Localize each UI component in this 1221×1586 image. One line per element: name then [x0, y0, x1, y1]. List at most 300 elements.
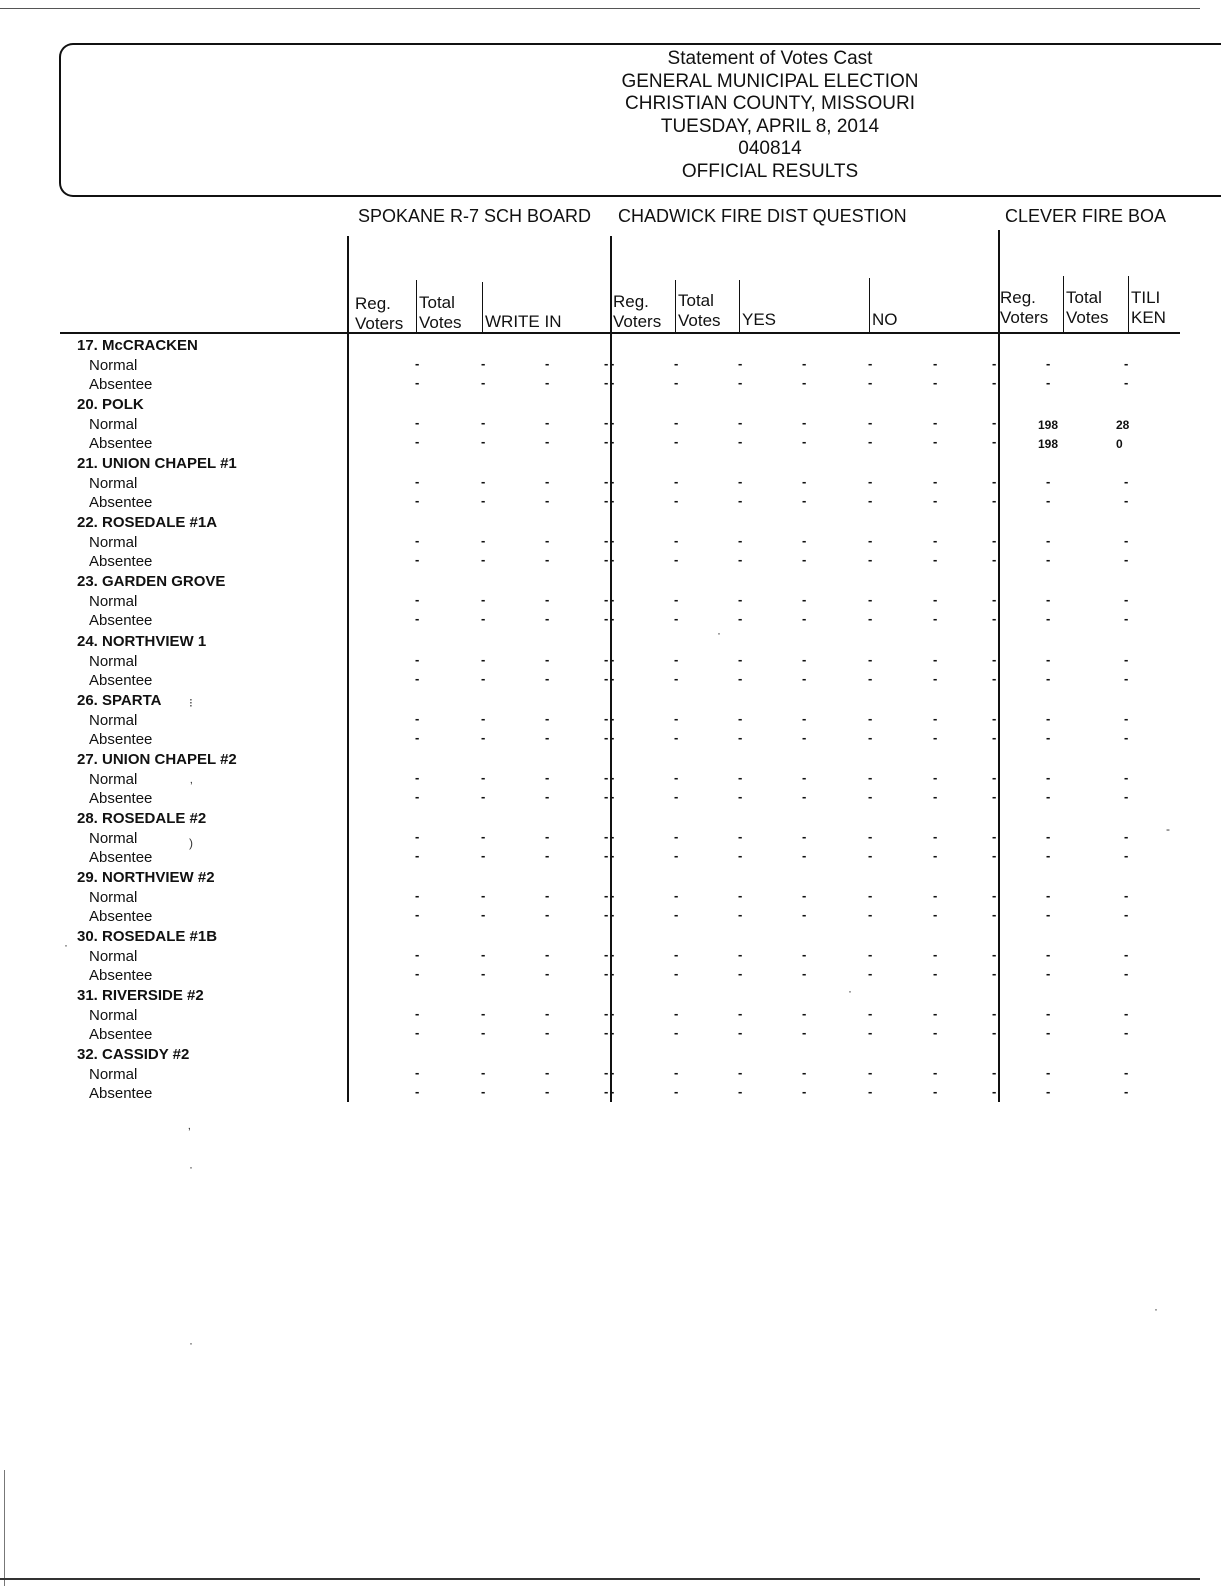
- vote-cell: -: [802, 1025, 807, 1041]
- vote-cell: -: [868, 906, 873, 922]
- vote-cell: -: [738, 611, 743, 627]
- vote-cell: -: [1046, 552, 1051, 568]
- vote-cell: -: [674, 474, 679, 490]
- divider-tick: -: [992, 1065, 997, 1081]
- precinct-name: 29. NORTHVIEW #2: [77, 868, 215, 886]
- vote-cell: -: [802, 552, 807, 568]
- scan-speck: ·: [1154, 1302, 1158, 1316]
- vote-cell: -: [481, 552, 486, 568]
- vote-cell: -: [415, 966, 420, 981]
- vote-cell: -: [738, 788, 743, 804]
- vote-cell: -: [802, 966, 807, 981]
- vote-cell: -: [738, 474, 743, 490]
- vote-cell: -: [1124, 1006, 1129, 1022]
- row-label-absentee: Absentee: [89, 848, 153, 866]
- vote-cell: -: [610, 592, 615, 608]
- vote-cell: -: [1124, 966, 1129, 981]
- divider-tick: -: [992, 651, 997, 667]
- vote-cell: -: [674, 651, 679, 667]
- vote-cell: -: [481, 474, 486, 490]
- row-label-absentee: Absentee: [89, 612, 153, 630]
- row-label-normal: Normal: [89, 534, 138, 552]
- vote-cell: -: [933, 769, 938, 785]
- divider-tick: -: [604, 493, 609, 509]
- vote-cell: -: [868, 1006, 873, 1022]
- vote-cell: -: [1124, 592, 1129, 608]
- scan-speck: -: [1166, 822, 1170, 836]
- vote-cell: -: [674, 1025, 679, 1041]
- vote-cell: -: [674, 887, 679, 903]
- row-label-absentee: Absentee: [89, 730, 153, 748]
- vote-cell: -: [1124, 375, 1129, 390]
- vote-cell: -: [1046, 592, 1051, 608]
- divider-tick: -: [604, 966, 609, 981]
- divider-tick: -: [604, 474, 609, 490]
- vote-cell: -: [610, 966, 615, 981]
- divider-tick: -: [992, 1025, 997, 1041]
- vote-cell: -: [1124, 710, 1129, 726]
- vote-cell: -: [868, 611, 873, 627]
- divider-tick: -: [604, 415, 609, 431]
- vote-cell: -: [415, 847, 420, 863]
- vote-cell: -: [738, 847, 743, 863]
- vote-cell: -: [545, 788, 550, 804]
- vote-cell: -: [545, 474, 550, 490]
- vote-cell: -: [545, 415, 550, 431]
- vote-cell: -: [868, 1084, 873, 1100]
- row-label-normal: Normal: [89, 888, 138, 906]
- divider-tick: -: [604, 947, 609, 962]
- vote-cell: -: [674, 493, 679, 509]
- vote-cell: -: [802, 769, 807, 785]
- vote-cell: -: [415, 670, 420, 686]
- precinct-name: 17. McCRACKEN: [77, 337, 198, 354]
- vote-cell: -: [415, 434, 420, 450]
- divider-tick: -: [992, 533, 997, 549]
- vote-cell: -: [545, 356, 550, 371]
- vote-cell: -: [738, 1006, 743, 1022]
- column-divider: [1063, 276, 1064, 332]
- vote-cell: -: [674, 729, 679, 745]
- vote-cell: -: [738, 1084, 743, 1100]
- row-label-normal: Normal: [89, 829, 138, 847]
- scan-speck: ·: [848, 984, 852, 998]
- vote-cell: -: [481, 769, 486, 785]
- vote-cell: -: [674, 356, 679, 371]
- column-divider: [1128, 276, 1129, 332]
- vote-cell: -: [610, 1006, 615, 1022]
- contest-divider-3: [998, 230, 1000, 1102]
- vote-cell: -: [545, 592, 550, 608]
- vote-cell: -: [610, 415, 615, 431]
- header-line-code: 040814: [738, 138, 802, 159]
- vote-cell: -: [738, 828, 743, 844]
- vote-cell: -: [610, 906, 615, 922]
- vote-cell: -: [545, 493, 550, 509]
- vote-cell: 198: [1038, 418, 1059, 433]
- vote-cell: -: [610, 533, 615, 549]
- vote-cell: -: [415, 1084, 420, 1100]
- vote-cell: -: [868, 1065, 873, 1081]
- divider-tick: -: [992, 552, 997, 568]
- vote-cell: -: [610, 356, 615, 371]
- divider-tick: -: [992, 415, 997, 431]
- vote-cell: -: [1124, 670, 1129, 686]
- vote-cell: -: [415, 1065, 420, 1081]
- vote-cell: -: [933, 947, 938, 962]
- divider-tick: -: [604, 710, 609, 726]
- vote-cell: -: [933, 474, 938, 490]
- vote-cell: -: [481, 670, 486, 686]
- vote-cell: -: [1046, 356, 1051, 371]
- vote-cell: -: [481, 651, 486, 667]
- scan-edge-bottom: [0, 1578, 1200, 1580]
- column-header-rule: [60, 332, 1180, 334]
- divider-tick: -: [992, 966, 997, 981]
- vote-cell: -: [610, 651, 615, 667]
- vote-cell: -: [1046, 847, 1051, 863]
- divider-tick: -: [992, 493, 997, 509]
- vote-cell: -: [738, 533, 743, 549]
- divider-tick: -: [992, 1084, 997, 1100]
- divider-tick: -: [992, 788, 997, 804]
- vote-cell: -: [1046, 906, 1051, 922]
- divider-tick: -: [604, 1025, 609, 1041]
- divider-tick: -: [604, 729, 609, 745]
- vote-cell: -: [868, 710, 873, 726]
- vote-cell: -: [738, 947, 743, 962]
- vote-cell: -: [1046, 670, 1051, 686]
- vote-cell: -: [481, 966, 486, 981]
- divider-tick: -: [604, 906, 609, 922]
- scan-speck: ): [189, 836, 193, 850]
- divider-tick: -: [604, 788, 609, 804]
- column-header-no: NO: [872, 310, 898, 329]
- vote-cell: -: [933, 1084, 938, 1100]
- vote-cell: -: [933, 611, 938, 627]
- vote-cell: -: [933, 670, 938, 686]
- vote-cell: -: [1124, 947, 1129, 962]
- vote-cell: -: [545, 434, 550, 450]
- vote-cell: -: [674, 966, 679, 981]
- row-label-absentee: Absentee: [89, 435, 153, 453]
- vote-cell: -: [933, 375, 938, 390]
- vote-cell: -: [481, 828, 486, 844]
- vote-cell: -: [481, 947, 486, 962]
- vote-cell: -: [545, 670, 550, 686]
- vote-cell: -: [802, 592, 807, 608]
- vote-cell: -: [1124, 611, 1129, 627]
- contest-title-spokane: SPOKANE R-7 SCH BOARD: [358, 206, 592, 226]
- vote-cell: -: [415, 533, 420, 549]
- vote-cell: -: [415, 651, 420, 667]
- vote-cell: -: [802, 415, 807, 431]
- vote-cell: -: [1124, 1084, 1129, 1100]
- divider-tick: -: [992, 474, 997, 490]
- vote-cell: -: [674, 847, 679, 863]
- vote-cell: -: [545, 710, 550, 726]
- divider-tick: -: [604, 828, 609, 844]
- scan-speck: ·: [189, 1336, 193, 1350]
- vote-cell: -: [610, 552, 615, 568]
- vote-cell: -: [610, 788, 615, 804]
- vote-cell: -: [933, 1006, 938, 1022]
- vote-cell: -: [415, 415, 420, 431]
- header-line-status: OFFICIAL RESULTS: [681, 160, 859, 182]
- vote-cell: -: [545, 1025, 550, 1041]
- vote-cell: -: [674, 769, 679, 785]
- vote-cell: -: [933, 592, 938, 608]
- row-label-absentee: Absentee: [89, 967, 153, 984]
- vote-cell: -: [610, 710, 615, 726]
- vote-cell: -: [1046, 375, 1051, 390]
- vote-cell: -: [674, 1065, 679, 1081]
- vote-cell: -: [1124, 533, 1129, 549]
- divider-tick: -: [604, 592, 609, 608]
- vote-cell: -: [1046, 493, 1051, 509]
- vote-cell: -: [933, 493, 938, 509]
- vote-cell: -: [738, 670, 743, 686]
- vote-cell: -: [545, 1065, 550, 1081]
- vote-cell: -: [868, 533, 873, 549]
- vote-cell: -: [802, 375, 807, 390]
- vote-cell: -: [802, 493, 807, 509]
- vote-cell: -: [868, 966, 873, 981]
- vote-cell: -: [1046, 1065, 1051, 1081]
- vote-cell: -: [802, 356, 807, 371]
- vote-cell: -: [481, 887, 486, 903]
- vote-cell: -: [738, 434, 743, 450]
- vote-cell: -: [1046, 769, 1051, 785]
- vote-cell: -: [738, 552, 743, 568]
- scan-edge-top: [0, 8, 1200, 9]
- vote-cell: -: [610, 847, 615, 863]
- vote-cell: -: [802, 670, 807, 686]
- header-line-county: CHRISTIAN COUNTY, MISSOURI: [625, 93, 915, 114]
- vote-cell: -: [802, 474, 807, 490]
- vote-cell: -: [933, 533, 938, 549]
- vote-cell: -: [868, 670, 873, 686]
- divider-tick: -: [604, 434, 609, 450]
- vote-cell: -: [933, 729, 938, 745]
- vote-cell: -: [1124, 906, 1129, 922]
- divider-tick: -: [604, 887, 609, 903]
- divider-tick: -: [992, 847, 997, 863]
- vote-cell: -: [802, 906, 807, 922]
- vote-cell: -: [868, 887, 873, 903]
- vote-cell: -: [674, 710, 679, 726]
- vote-cell: -: [610, 1065, 615, 1081]
- vote-cell: -: [738, 710, 743, 726]
- vote-cell: -: [868, 474, 873, 490]
- divider-tick: -: [604, 670, 609, 686]
- vote-cell: -: [545, 1084, 550, 1100]
- vote-cell: -: [802, 710, 807, 726]
- divider-tick: -: [992, 375, 997, 390]
- vote-cell: -: [545, 729, 550, 745]
- vote-cell: -: [738, 375, 743, 390]
- vote-cell: -: [481, 710, 486, 726]
- divider-tick: -: [992, 887, 997, 903]
- vote-cell: -: [1046, 1006, 1051, 1022]
- vote-cell: -: [738, 966, 743, 981]
- vote-cell: -: [1046, 788, 1051, 804]
- vote-cell: -: [610, 375, 615, 390]
- vote-cell: -: [738, 592, 743, 608]
- column-header-total-votes: Total Votes: [1066, 288, 1109, 327]
- contest-title-clever: CLEVER FIRE BOA: [1005, 206, 1167, 226]
- vote-cell: -: [481, 434, 486, 450]
- divider-tick: -: [992, 828, 997, 844]
- row-label-normal: Normal: [89, 1007, 138, 1025]
- vote-cell: -: [610, 947, 615, 962]
- row-label-normal: Normal: [89, 652, 138, 670]
- vote-cell: -: [933, 710, 938, 726]
- vote-cell: -: [545, 947, 550, 962]
- vote-cell: -: [933, 1025, 938, 1041]
- contest-divider-1: [347, 236, 349, 1102]
- precinct-name: 31. RIVERSIDE #2: [77, 987, 204, 1005]
- vote-cell: -: [610, 611, 615, 627]
- vote-cell: -: [738, 1025, 743, 1041]
- vote-cell: -: [738, 493, 743, 509]
- vote-cell: -: [738, 729, 743, 745]
- vote-cell: -: [545, 651, 550, 667]
- vote-cell: -: [415, 947, 420, 962]
- vote-cell: -: [933, 434, 938, 450]
- vote-cell: -: [868, 847, 873, 863]
- vote-cell: -: [481, 375, 486, 390]
- vote-cell: -: [933, 966, 938, 981]
- row-label-normal: Normal: [89, 475, 138, 493]
- vote-cell: -: [933, 415, 938, 431]
- scan-speck: ·: [189, 1160, 193, 1174]
- vote-cell: -: [868, 769, 873, 785]
- vote-cell: -: [415, 769, 420, 785]
- vote-cell: -: [415, 729, 420, 745]
- vote-cell: -: [415, 710, 420, 726]
- vote-cell: -: [738, 415, 743, 431]
- vote-cell: -: [415, 592, 420, 608]
- divider-tick: -: [992, 434, 997, 450]
- divider-tick: -: [992, 769, 997, 785]
- vote-cell: -: [674, 1006, 679, 1022]
- vote-cell: -: [674, 611, 679, 627]
- scan-speck: ·: [64, 938, 68, 952]
- column-divider: [482, 282, 483, 332]
- vote-cell: -: [1046, 533, 1051, 549]
- column-header-reg-voters: Reg. Voters: [355, 294, 404, 333]
- vote-cell: -: [481, 729, 486, 745]
- vote-cell: -: [1124, 788, 1129, 804]
- vote-cell: -: [802, 947, 807, 962]
- vote-cell: -: [868, 552, 873, 568]
- column-divider: [739, 280, 740, 332]
- vote-cell: -: [481, 906, 486, 922]
- divider-tick: -: [992, 611, 997, 627]
- vote-cell: -: [1124, 552, 1129, 568]
- vote-cell: -: [674, 592, 679, 608]
- precinct-name: 30. ROSEDALE #1B: [77, 928, 218, 945]
- vote-cell: -: [868, 434, 873, 450]
- vote-cell: -: [738, 1065, 743, 1081]
- vote-cell: -: [802, 828, 807, 844]
- vote-cell: -: [415, 611, 420, 627]
- vote-cell: -: [1124, 493, 1129, 509]
- row-label-normal: Normal: [89, 357, 138, 374]
- vote-cell: -: [481, 611, 486, 627]
- vote-cell: -: [610, 474, 615, 490]
- vote-cell: -: [738, 769, 743, 785]
- vote-cell: -: [610, 1025, 615, 1041]
- column-header-candidate-truncated: TILI KEN: [1131, 288, 1166, 327]
- row-label-absentee: Absentee: [89, 789, 153, 807]
- row-label-absentee: Absentee: [89, 494, 153, 512]
- column-divider: [416, 280, 417, 332]
- vote-cell: -: [415, 788, 420, 804]
- vote-cell: -: [610, 670, 615, 686]
- vote-cell: -: [610, 434, 615, 450]
- vote-cell: -: [674, 552, 679, 568]
- divider-tick: -: [604, 651, 609, 667]
- divider-tick: -: [604, 356, 609, 371]
- vote-cell: -: [481, 493, 486, 509]
- vote-cell: -: [1124, 651, 1129, 667]
- scan-speck: ⁝: [189, 696, 193, 710]
- precinct-name: 20. POLK: [77, 396, 144, 414]
- vote-cell: -: [802, 1006, 807, 1022]
- column-divider: [869, 278, 870, 332]
- vote-cell: -: [868, 592, 873, 608]
- vote-cell: -: [610, 887, 615, 903]
- vote-cell: -: [415, 1006, 420, 1022]
- vote-cell: -: [481, 1084, 486, 1100]
- column-header-total-votes: Total Votes: [419, 293, 462, 332]
- vote-cell: -: [802, 788, 807, 804]
- precinct-name: 23. GARDEN GROVE: [77, 573, 226, 591]
- vote-cell: -: [933, 906, 938, 922]
- vote-cell: -: [738, 887, 743, 903]
- vote-cell: -: [933, 828, 938, 844]
- divider-tick: -: [604, 611, 609, 627]
- column-divider: [675, 280, 676, 332]
- divider-tick: -: [604, 1084, 609, 1100]
- vote-cell: -: [933, 356, 938, 371]
- vote-cell: -: [1046, 947, 1051, 962]
- vote-cell: -: [481, 1006, 486, 1022]
- scan-speck: ‚: [190, 772, 193, 786]
- vote-cell: -: [545, 1006, 550, 1022]
- vote-cell: -: [674, 906, 679, 922]
- vote-cell: -: [1046, 1025, 1051, 1041]
- vote-cell: -: [1046, 611, 1051, 627]
- vote-cell: -: [481, 788, 486, 804]
- vote-cell: -: [1046, 887, 1051, 903]
- vote-cell: -: [610, 729, 615, 745]
- vote-cell: -: [868, 651, 873, 667]
- vote-cell: -: [481, 847, 486, 863]
- vote-cell: -: [415, 1025, 420, 1041]
- vote-cell: -: [415, 906, 420, 922]
- header-line-date: TUESDAY, APRIL 8, 2014: [660, 115, 880, 137]
- vote-cell: -: [674, 828, 679, 844]
- vote-cell: -: [545, 611, 550, 627]
- divider-tick: -: [992, 729, 997, 745]
- vote-cell: 0: [1116, 437, 1123, 452]
- divider-tick: -: [992, 356, 997, 371]
- row-label-absentee: Absentee: [89, 671, 153, 689]
- divider-tick: -: [992, 592, 997, 608]
